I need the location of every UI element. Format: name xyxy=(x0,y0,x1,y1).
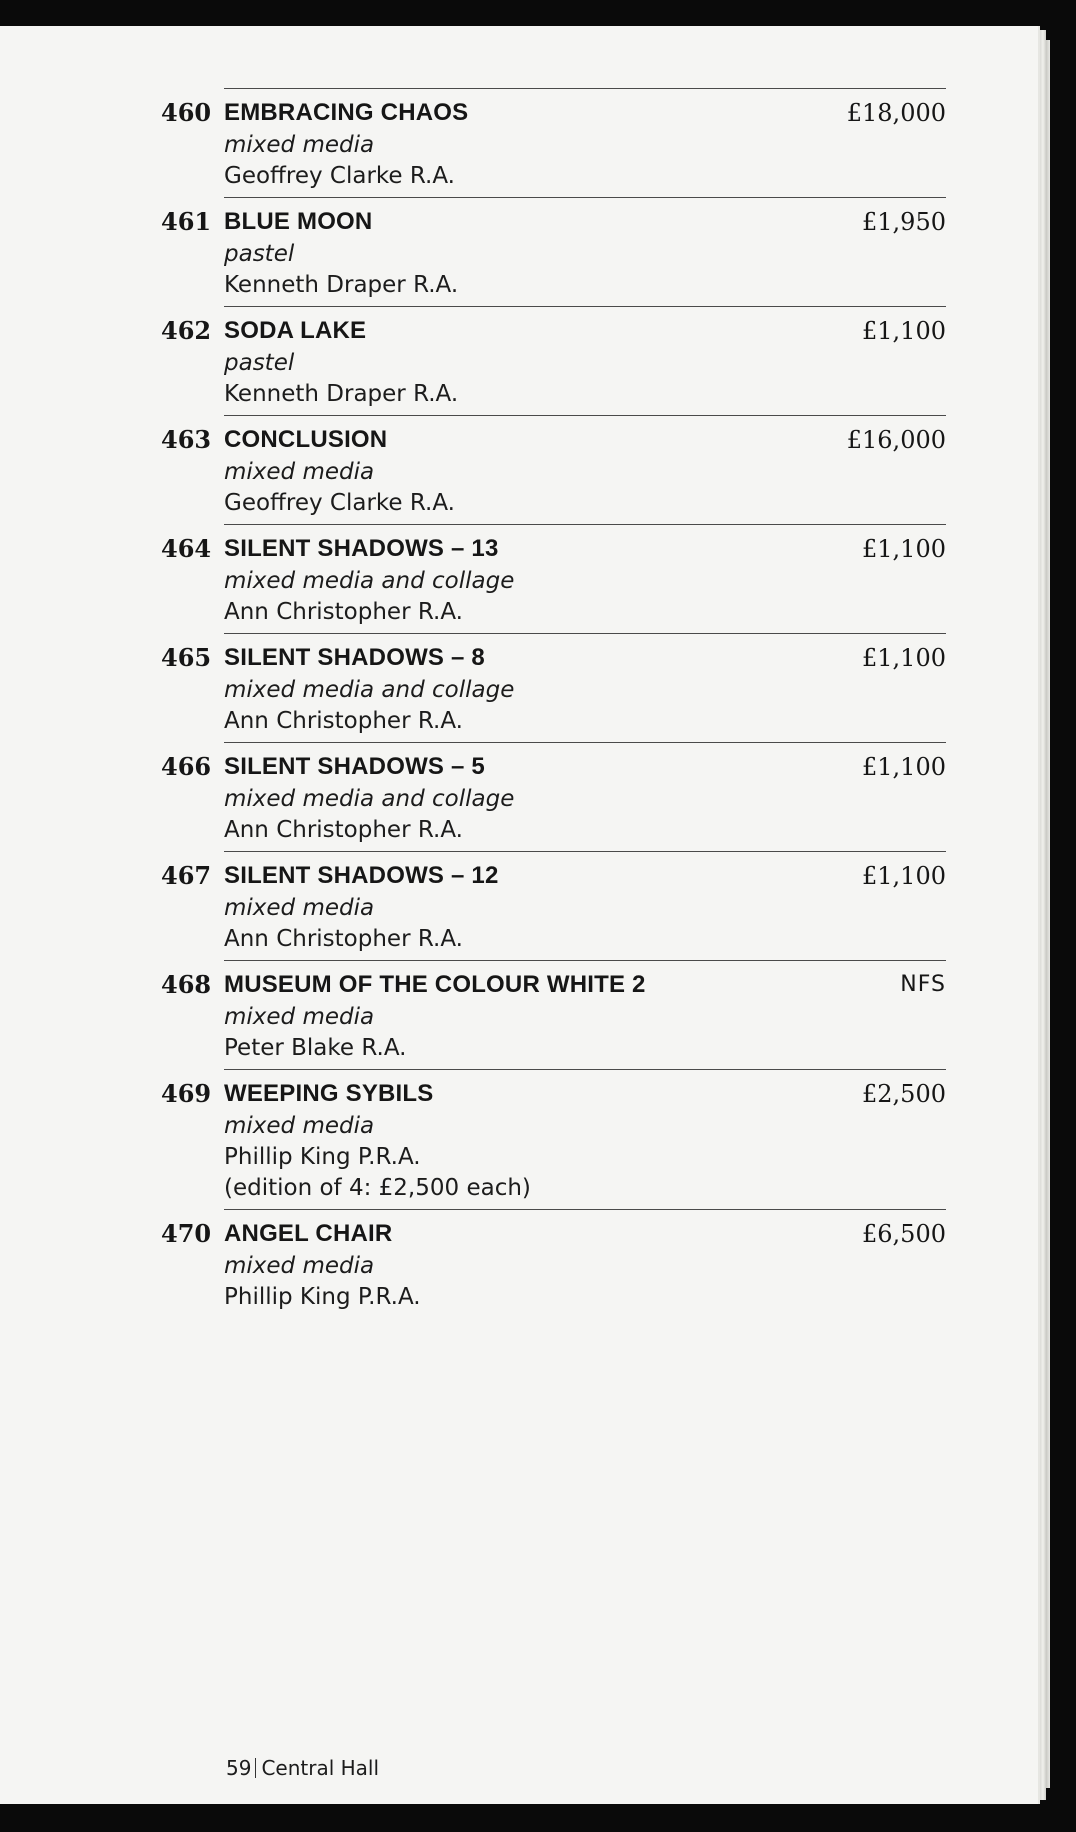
entry-number: 464 xyxy=(161,534,212,563)
entry-divider xyxy=(224,960,946,961)
catalogue-entry-464 xyxy=(0,524,1040,633)
page-footer xyxy=(226,1756,379,1780)
entry-price: £1,950 xyxy=(862,208,946,236)
entry-medium: mixed media xyxy=(224,895,375,921)
entry-divider xyxy=(224,524,946,525)
entry-medium: pastel xyxy=(224,241,295,267)
entry-price: £6,500 xyxy=(862,1220,946,1248)
page-edge-shadow xyxy=(1046,40,1050,1788)
entry-title: WEEPING SYBILS xyxy=(224,1080,434,1107)
entry-medium: mixed media xyxy=(224,459,375,485)
entry-title: SILENT SHADOWS – 8 xyxy=(224,644,485,671)
entry-divider xyxy=(224,197,946,198)
entry-number: 466 xyxy=(161,752,212,781)
entry-price: £1,100 xyxy=(862,862,946,890)
entry-price: £1,100 xyxy=(862,753,946,781)
catalogue-entry-470 xyxy=(0,1209,1040,1318)
entry-divider xyxy=(224,415,946,416)
entry-edition-note: (edition of 4: £2,500 each) xyxy=(224,1175,531,1201)
entry-divider xyxy=(224,88,946,89)
catalogue-entry-467 xyxy=(0,851,1040,960)
entry-title: SILENT SHADOWS – 12 xyxy=(224,862,499,889)
section-name: Central Hall xyxy=(261,1756,380,1780)
footer-separator xyxy=(255,1758,256,1778)
entry-divider xyxy=(224,742,946,743)
entry-number: 469 xyxy=(161,1079,212,1108)
catalogue-entry-465 xyxy=(0,633,1040,742)
entry-artist: Geoffrey Clarke R.A. xyxy=(224,490,455,516)
entry-price: £1,100 xyxy=(862,535,946,563)
entry-number: 462 xyxy=(161,316,212,345)
catalogue-entry-461 xyxy=(0,197,1040,306)
catalogue-entry-468 xyxy=(0,960,1040,1069)
entry-title: SODA LAKE xyxy=(224,317,367,344)
entry-artist: Peter Blake R.A. xyxy=(224,1035,407,1061)
entry-divider xyxy=(224,306,946,307)
entry-medium: mixed media xyxy=(224,1253,375,1279)
entry-number: 470 xyxy=(161,1219,212,1248)
entry-medium: mixed media xyxy=(224,132,375,158)
entry-artist: Ann Christopher R.A. xyxy=(224,926,463,952)
catalogue-entry-462 xyxy=(0,306,1040,415)
entry-artist: Phillip King P.R.A. xyxy=(224,1284,421,1310)
entry-artist: Ann Christopher R.A. xyxy=(224,708,463,734)
entry-divider xyxy=(224,851,946,852)
entry-divider xyxy=(224,633,946,634)
entry-number: 465 xyxy=(161,643,212,672)
entry-medium: mixed media and collage xyxy=(224,786,515,812)
entry-price: NFS xyxy=(900,972,946,997)
entry-number: 460 xyxy=(161,98,212,127)
entry-price: £18,000 xyxy=(846,99,946,127)
entry-title: SILENT SHADOWS – 13 xyxy=(224,535,499,562)
entry-title: BLUE MOON xyxy=(224,208,373,235)
entry-artist: Kenneth Draper R.A. xyxy=(224,272,459,298)
entry-number: 463 xyxy=(161,425,212,454)
entry-title: EMBRACING CHAOS xyxy=(224,99,469,126)
entry-price: £2,500 xyxy=(862,1080,946,1108)
page-number: 59 xyxy=(226,1756,252,1780)
entry-medium: mixed media and collage xyxy=(224,677,515,703)
entry-artist: Geoffrey Clarke R.A. xyxy=(224,163,455,189)
entry-medium: mixed media xyxy=(224,1004,375,1030)
catalogue-entry-469 xyxy=(0,1069,1040,1209)
entry-title: SILENT SHADOWS – 5 xyxy=(224,753,485,780)
catalogue-entry-460 xyxy=(0,88,1040,197)
entry-artist: Ann Christopher R.A. xyxy=(224,599,463,625)
entry-artist: Kenneth Draper R.A. xyxy=(224,381,459,407)
entry-medium: pastel xyxy=(224,350,295,376)
catalogue-list xyxy=(0,26,1040,1804)
entry-medium: mixed media xyxy=(224,1113,375,1139)
entry-artist: Phillip King P.R.A. xyxy=(224,1144,421,1170)
entry-title: CONCLUSION xyxy=(224,426,388,453)
entry-artist: Ann Christopher R.A. xyxy=(224,817,463,843)
entry-price: £16,000 xyxy=(846,426,946,454)
catalogue-entry-463 xyxy=(0,415,1040,524)
entry-price: £1,100 xyxy=(862,644,946,672)
entry-divider xyxy=(224,1069,946,1070)
entry-medium: mixed media and collage xyxy=(224,568,515,594)
catalogue-entry-466 xyxy=(0,742,1040,851)
catalogue-page xyxy=(0,26,1040,1804)
entry-title: MUSEUM OF THE COLOUR WHITE 2 xyxy=(224,971,646,998)
entry-divider xyxy=(224,1209,946,1210)
entry-number: 467 xyxy=(161,861,212,890)
entry-number: 461 xyxy=(161,207,212,236)
entry-title: ANGEL CHAIR xyxy=(224,1220,393,1247)
entry-price: £1,100 xyxy=(862,317,946,345)
entry-number: 468 xyxy=(161,970,212,999)
